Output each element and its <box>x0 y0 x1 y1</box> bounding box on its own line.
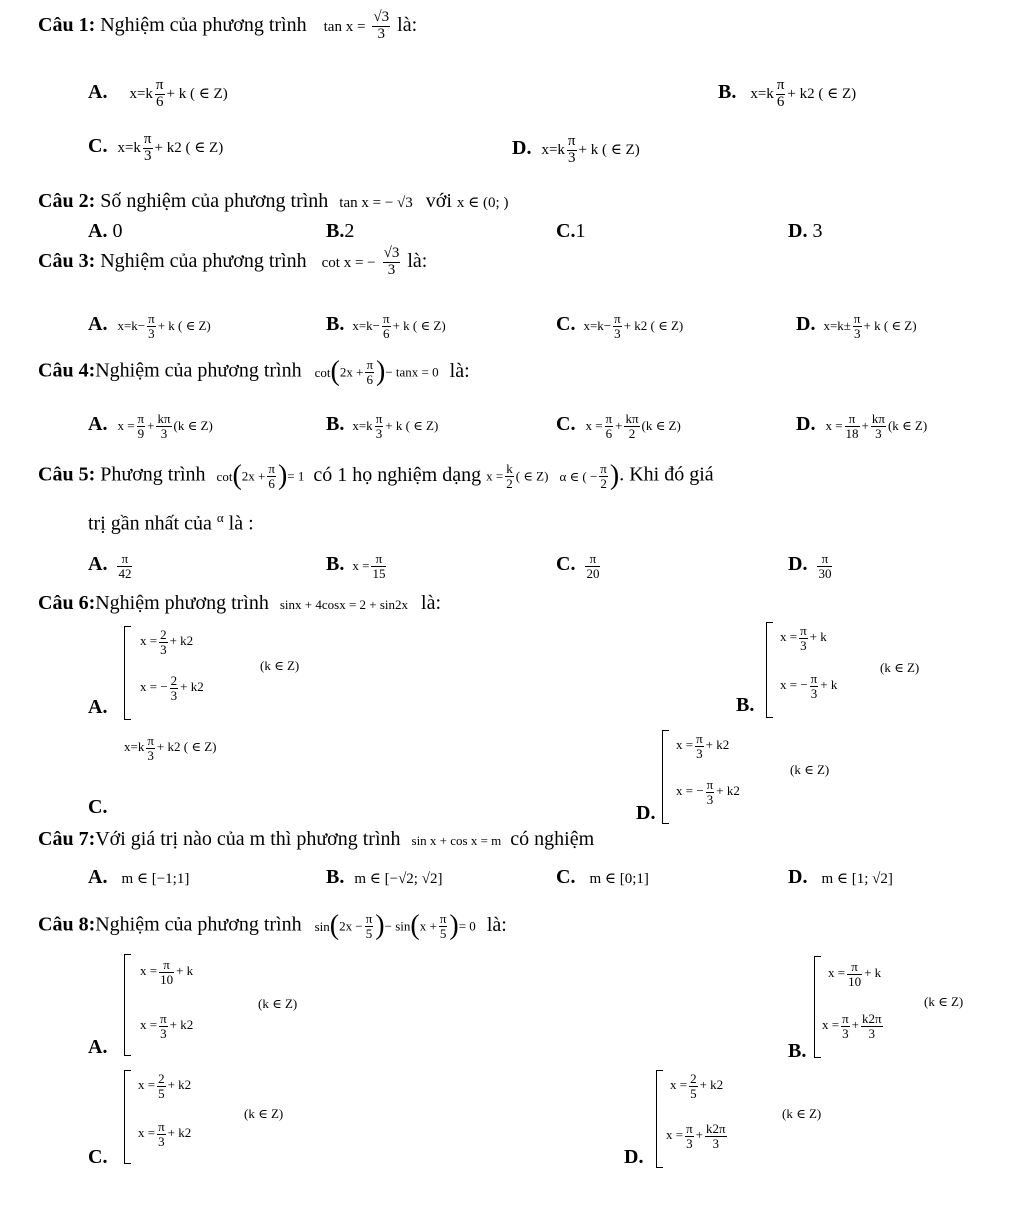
q5-alpha-cond: α ∈ ( − <box>559 468 598 484</box>
option-math: + k ( ∈ Z) <box>385 417 439 433</box>
option-math: + k ( ∈ Z) <box>863 317 917 333</box>
q4-eq: − tanx = 0 <box>385 364 439 380</box>
q4-frac: $\frac{\pi}{6}$ <box>366 357 374 387</box>
q8b-cond: (k ∈ Z) <box>924 994 964 1009</box>
q8d-row1-frac: $\frac{2}{5}$ <box>690 1071 697 1101</box>
q3-eq: cot x = − <box>321 254 376 271</box>
q3b-frac: $\frac{\pi}{6}$ <box>383 311 390 341</box>
q6-text: Nghiệm phương trình <box>95 592 269 614</box>
q6d-row2: x = − $\frac{\pi}{3}$ + k2 <box>676 777 740 807</box>
q4-eq: 2x + <box>339 364 364 380</box>
q3d-frac: $\frac{\pi}{3}$ <box>853 311 861 341</box>
q8-eq: sin <box>314 918 330 934</box>
q5-option-b[interactable] <box>326 552 388 580</box>
q1-tail: là: <box>397 13 418 36</box>
q6a-cond: (k ∈ Z) <box>260 658 300 673</box>
q4a-frac1: $\frac{\pi}{9}$ <box>137 411 145 441</box>
q8b-row1-frac: $\frac{\pi}{10}$ <box>848 959 862 989</box>
option-math: x=k− <box>583 317 612 333</box>
q8b-row2-frac1: $\frac{\pi}{3}$ <box>842 1011 849 1041</box>
q1-stem <box>38 10 417 43</box>
option-math: + k ( ∈ Z) <box>157 317 211 333</box>
option-math: + k ( ∈ Z) <box>166 85 228 102</box>
q3-head: Câu 3: <box>38 249 96 272</box>
q7-stem <box>38 828 594 851</box>
q1-text: Nghiệm của phương trình <box>100 13 307 36</box>
q6-eq: sinx + 4cosx = 2 + sin2x <box>279 597 409 612</box>
q8-frac2: $\frac{\pi}{5}$ <box>439 911 447 941</box>
option-math: x = <box>825 417 843 433</box>
q6-option-b-label[interactable]: B. <box>736 694 755 716</box>
q6-stem <box>38 592 441 615</box>
q2-text: Số nghiệm của phương trình <box>100 190 329 212</box>
q4-option-d[interactable]: D. x = $\frac{\pi}{18}$ + $\frac{k\pi}{3}$ (k ∈ Z) <box>796 411 928 441</box>
option-label: A. <box>88 312 108 335</box>
q8-text: Nghiệm của phương trình <box>95 913 302 936</box>
q6-head: Câu 6: <box>38 592 96 614</box>
q6b-row2-frac: $\frac{\pi}{3}$ <box>810 671 818 701</box>
q8a-row1: x = $\frac{\pi}{10}$ + k <box>140 957 194 987</box>
q5-frac: $\frac{\pi}{6}$ <box>268 461 275 491</box>
paren-left: ( <box>410 910 420 942</box>
option-label: A. <box>88 220 108 242</box>
q6b-cond: (k ∈ Z) <box>880 660 920 675</box>
q5-form-frac: $\frac{k}{2}$ <box>506 461 513 491</box>
q5-option-a[interactable] <box>88 552 134 580</box>
q5-line2: trị gần nhất của <box>88 512 212 535</box>
q1a-frac: $\frac{\pi}{6}$ <box>155 77 164 110</box>
option-label: D. <box>796 412 816 435</box>
q3-frac: $\frac{√3}{3}$ <box>383 245 400 278</box>
q2-stem <box>38 190 508 213</box>
q7-eq: sin x + cos x = m <box>411 833 502 848</box>
q3-option-b[interactable] <box>326 312 446 340</box>
q4-text: Nghiệm của phương trình <box>95 359 302 382</box>
q8-eq: 2x − <box>339 918 363 934</box>
q7-head: Câu 7: <box>38 828 96 850</box>
option-label: D. <box>788 552 808 575</box>
q8b-row2-frac2: $\frac{k2\pi}{3}$ <box>862 1011 882 1041</box>
q8d-row2-frac2: $\frac{k2\pi}{3}$ <box>706 1121 726 1151</box>
option-math: x=k <box>541 141 565 158</box>
option-math: (k ∈ Z) <box>887 417 928 433</box>
q5-stem <box>38 462 714 490</box>
q6a-row2: x = − $\frac{2}{3}$ + k2 <box>140 673 204 703</box>
q4d-frac1: $\frac{\pi}{18}$ <box>845 411 859 441</box>
option-math: x=k± <box>823 317 851 333</box>
q5-form: ( ∈ Z) <box>515 468 549 484</box>
q4-option-b[interactable] <box>326 412 438 440</box>
q8-option-c-label[interactable]: C. <box>88 1146 108 1168</box>
q5d-frac: $\frac{\pi}{30}$ <box>818 551 832 581</box>
q4-stem <box>38 358 470 386</box>
q6c-math: x=k $\frac{\pi}{3}$ + k2 ( ∈ Z) <box>124 733 217 763</box>
q5b-frac: $\frac{\pi}{15}$ <box>372 551 386 581</box>
q5-option-c[interactable] <box>556 552 602 580</box>
option-label: B. <box>326 412 345 435</box>
q2-with: với <box>425 190 452 212</box>
q5-eq: 2x + <box>241 468 266 484</box>
q8-head: Câu 8: <box>38 913 96 936</box>
q2-head: Câu 2: <box>38 190 96 212</box>
q6b-row2: x = − $\frac{\pi}{3}$ + k <box>780 671 838 701</box>
option-label: B. <box>326 866 345 888</box>
q4d-frac2: $\frac{k\pi}{3}$ <box>871 411 885 441</box>
q8-stem <box>38 912 507 940</box>
q3c-frac: $\frac{\pi}{3}$ <box>614 311 621 341</box>
paren-right: ) <box>375 910 385 942</box>
paren-left: ( <box>329 910 340 942</box>
q8a-cond: (k ∈ Z) <box>258 996 298 1011</box>
paren-right: ) <box>449 910 459 942</box>
option-value: 2 <box>344 220 355 242</box>
paren-right: ) <box>277 460 288 492</box>
option-label: B. <box>718 80 737 103</box>
q1-option-a[interactable] <box>88 78 228 111</box>
q5c-frac: $\frac{\pi}{20}$ <box>586 551 600 581</box>
q8-eq: x + <box>419 918 437 934</box>
option-math: x = <box>117 417 135 433</box>
option-math: + k2 ( ∈ Z) <box>787 85 857 102</box>
q6a-row1: x = $\frac{2}{3}$ + k2 <box>140 627 194 657</box>
option-label: D. <box>788 866 808 888</box>
q1c-frac: $\frac{\pi}{3}$ <box>143 131 152 164</box>
q5-line2: là : <box>228 512 254 535</box>
q5-text: Phương trình <box>100 463 206 486</box>
option-label: B. <box>326 220 345 242</box>
system-bracket <box>814 956 821 1058</box>
option-math: x=k <box>129 85 153 102</box>
q8-eq: − sin <box>384 918 411 934</box>
q4-option-a[interactable]: A. x = $\frac{\pi}{9}$ + $\frac{k\pi}{3}$ (k ∈ Z) <box>88 411 213 441</box>
system-bracket <box>766 622 773 718</box>
option-label: D. <box>788 220 808 242</box>
q8c-cond: (k ∈ Z) <box>244 1106 284 1121</box>
q6-option-c-label[interactable]: C. <box>88 796 108 818</box>
q6b-row1-frac: $\frac{\pi}{3}$ <box>800 623 807 653</box>
option-math: + k ( ∈ Z) <box>392 317 446 333</box>
q6-option-d-label[interactable]: D. <box>636 802 656 824</box>
q1d-frac: $\frac{\pi}{3}$ <box>567 133 576 166</box>
q5-stem-line2 <box>88 510 254 536</box>
q4a-frac2: $\frac{k\pi}{3}$ <box>157 411 171 441</box>
q8a-row2-frac: $\frac{\pi}{3}$ <box>160 1011 167 1041</box>
option-math: (k ∈ Z) <box>173 417 213 433</box>
q6d-row1-frac: $\frac{\pi}{3}$ <box>696 731 703 761</box>
q6d-row2-frac: $\frac{\pi}{3}$ <box>706 777 714 807</box>
option-label: C. <box>556 552 576 575</box>
option-math: + k2 ( ∈ Z) <box>623 317 684 333</box>
q8c-row1-frac: $\frac{2}{5}$ <box>158 1071 165 1101</box>
system-bracket <box>124 626 131 720</box>
option-math: x=k <box>352 417 373 433</box>
option-label: C. <box>556 312 576 335</box>
q3-tail: là: <box>407 249 428 272</box>
q1-option-b[interactable] <box>718 78 856 111</box>
q6-option-a-label[interactable]: A. <box>88 696 108 718</box>
q5a-frac: $\frac{\pi}{42}$ <box>118 551 132 581</box>
q5-form: x = <box>486 468 504 484</box>
q3-stem <box>38 246 427 279</box>
option-label: A. <box>88 552 108 575</box>
q4b-frac: $\frac{\pi}{3}$ <box>375 411 383 441</box>
paren-right: ) <box>376 356 386 388</box>
q6-tail: là: <box>421 592 442 614</box>
system-bracket <box>124 1070 131 1164</box>
q6d-row1: x = $\frac{\pi}{3}$ + k2 <box>676 731 730 761</box>
q7-option-b[interactable] <box>326 866 442 889</box>
q7-text: Với giá trị nào của m thì phương trình <box>95 828 401 850</box>
q8d-row2: x = $\frac{\pi}{3}$ + $\frac{k2\pi}{3}$ <box>666 1121 726 1151</box>
q8-option-a-label[interactable]: A. <box>88 1036 108 1058</box>
q7-option-c[interactable] <box>556 866 649 889</box>
option-label: B. <box>326 552 345 575</box>
q5-alpha: α <box>216 510 224 525</box>
q6d-cond: (k ∈ Z) <box>790 762 830 777</box>
option-math: x=k− <box>117 317 146 333</box>
q5-eq: cot <box>216 468 233 484</box>
option-math: x=k− <box>352 317 381 333</box>
q2-option-a[interactable] <box>88 220 122 243</box>
option-math: + k ( ∈ Z) <box>578 141 640 158</box>
q4-option-c[interactable]: C. x = $\frac{\pi}{6}$ + $\frac{k\pi}{2}$ (k ∈ Z) <box>556 411 681 441</box>
q6a-row1-frac: $\frac{2}{3}$ <box>160 627 167 657</box>
q2-option-c[interactable] <box>556 220 585 243</box>
option-label: C. <box>556 220 576 242</box>
system-bracket <box>662 730 669 824</box>
q5-option-d[interactable] <box>788 552 834 580</box>
option-label: B. <box>326 312 345 335</box>
q1-eq: tan x = <box>323 18 366 35</box>
q4c-frac2: $\frac{k\pi}{2}$ <box>625 411 639 441</box>
paren-right: ) <box>609 460 620 492</box>
option-math: x=k <box>117 139 141 156</box>
q5-tail: . Khi đó giá <box>619 463 714 486</box>
option-label: D. <box>512 136 532 159</box>
q1b-frac: $\frac{\pi}{6}$ <box>776 77 785 110</box>
q4-head: Câu 4: <box>38 359 96 382</box>
q7-tail: có nghiệm <box>510 828 595 850</box>
q8c-row1: x = $\frac{2}{5}$ + k2 <box>138 1071 192 1101</box>
q6a-row2-frac: $\frac{2}{3}$ <box>170 673 178 703</box>
q2-cond: x ∈ (0; ) <box>456 195 509 211</box>
q8-eq: = 0 <box>458 918 476 934</box>
option-label: C. <box>556 866 576 888</box>
q8a-row1-frac: $\frac{\pi}{10}$ <box>160 957 174 987</box>
option-value: m ∈ [0;1] <box>589 871 649 887</box>
q4-eq: cot <box>314 364 331 380</box>
q4c-frac1: $\frac{\pi}{6}$ <box>605 411 613 441</box>
q3-option-d[interactable] <box>796 312 917 340</box>
q7-option-d[interactable] <box>788 866 893 889</box>
q8b-row1: x = $\frac{\pi}{10}$ + k <box>828 959 882 989</box>
option-value: m ∈ [−√2; √2] <box>354 871 443 887</box>
option-label: A. <box>88 80 108 103</box>
q8a-row2: x = $\frac{\pi}{3}$ + k2 <box>140 1011 194 1041</box>
q1-frac: $\frac{√3}{3}$ <box>373 9 390 42</box>
q8-tail: là: <box>486 913 507 936</box>
q4-tail: là: <box>449 359 470 382</box>
q3a-frac: $\frac{\pi}{3}$ <box>148 311 155 341</box>
option-math: x=k <box>750 85 774 102</box>
option-math: x = <box>585 417 603 433</box>
option-value: m ∈ [−1;1] <box>121 871 190 887</box>
option-math: (k ∈ Z) <box>641 417 681 433</box>
option-label: A. <box>88 412 108 435</box>
option-math: x = <box>352 557 370 573</box>
q2-option-b[interactable] <box>326 220 354 243</box>
q8c-row2-frac: $\frac{\pi}{3}$ <box>158 1119 165 1149</box>
option-label: C. <box>88 134 108 157</box>
q1-option-c[interactable] <box>88 132 223 165</box>
option-value: m ∈ [1; √2] <box>821 871 893 887</box>
q2-option-d[interactable] <box>788 220 822 243</box>
paren-left: ( <box>330 356 340 388</box>
q6b-row1: x = $\frac{\pi}{3}$ + k <box>780 623 827 653</box>
q8d-row2-frac1: $\frac{\pi}{3}$ <box>686 1121 693 1151</box>
option-value: 1 <box>575 220 586 242</box>
q5-head: Câu 5: <box>38 463 96 486</box>
q6c-frac: $\frac{\pi}{3}$ <box>147 733 154 763</box>
option-label: D. <box>796 312 816 335</box>
q8-option-d-label[interactable]: D. <box>624 1146 644 1168</box>
q7-option-a[interactable] <box>88 866 189 889</box>
q8d-row1: x = $\frac{2}{5}$ + k2 <box>670 1071 724 1101</box>
q3-option-a[interactable] <box>88 312 211 340</box>
system-bracket <box>656 1070 663 1168</box>
q8d-cond: (k ∈ Z) <box>782 1106 822 1121</box>
paren-left: ( <box>232 460 242 492</box>
q8-option-b-label[interactable]: B. <box>788 1040 807 1062</box>
option-label: C. <box>556 412 576 435</box>
q8-frac1: $\frac{\pi}{5}$ <box>365 911 373 941</box>
system-bracket <box>124 954 131 1056</box>
q5-alpha-frac: $\frac{\pi}{2}$ <box>600 461 607 491</box>
option-value: 3 <box>812 220 823 242</box>
q5-eq: = 1 <box>287 468 305 484</box>
q3-text: Nghiệm của phương trình <box>100 249 307 272</box>
q2-eq: tan x = − √3 <box>339 195 413 211</box>
option-value: 0 <box>112 220 123 242</box>
q8b-row2: x = $\frac{\pi}{3}$ + $\frac{k2\pi}{3}$ <box>822 1011 882 1041</box>
q1-option-d[interactable] <box>512 134 640 167</box>
q3-option-c[interactable] <box>556 312 683 340</box>
q1-head: Câu 1: <box>38 13 96 36</box>
option-math: + k2 ( ∈ Z) <box>154 139 224 156</box>
q5-mid: có 1 họ nghiệm dạng <box>313 463 482 486</box>
option-label: A. <box>88 866 108 888</box>
q8c-row2: x = $\frac{\pi}{3}$ + k2 <box>138 1119 192 1149</box>
